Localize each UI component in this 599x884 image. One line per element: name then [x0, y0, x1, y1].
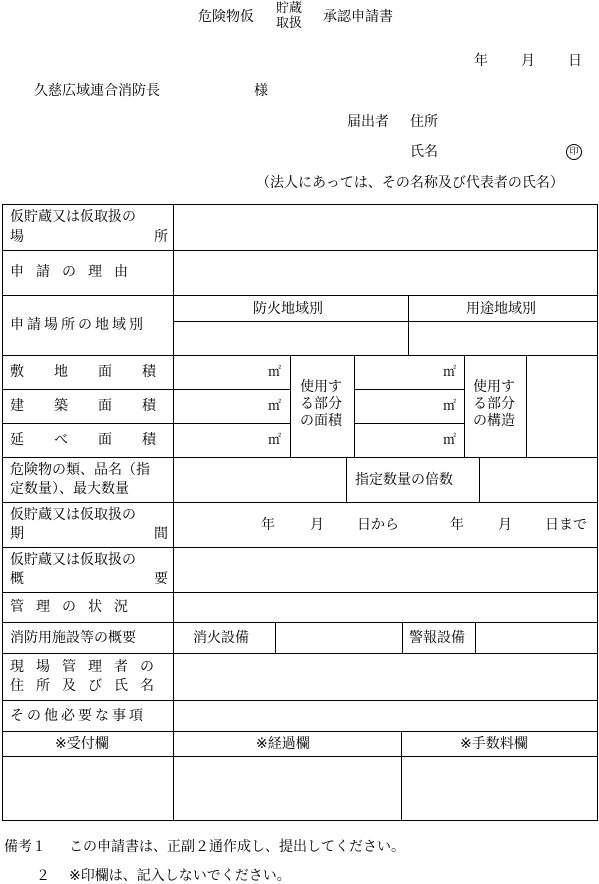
corporate-note: （法人にあっては、その名称及び代表者の氏名） — [256, 175, 564, 191]
manager-label-line1: 現場管理者の — [10, 659, 166, 675]
note2-prefix: ２ — [36, 868, 50, 884]
building-area-label: 建築面積 — [10, 398, 186, 414]
use-zone-label: 用途地域別 — [466, 301, 536, 317]
area-zone-label: 申請場所の地域別 — [10, 317, 146, 333]
fee-label: ※手数料欄 — [460, 736, 528, 752]
multiple-label: 指定数量の倍数 — [355, 472, 453, 488]
extinguish-label: 消火設備 — [193, 630, 249, 646]
period-year1: 年 — [261, 517, 275, 533]
used-structure-line3: の構造 — [473, 413, 515, 429]
summary-label-b: 要 — [154, 571, 168, 587]
note1-prefix: 備考１ — [4, 839, 46, 855]
address-label: 住所 — [410, 114, 438, 130]
title-prefix: 危険物仮 — [198, 9, 254, 25]
management-label: 管理の状況 — [10, 599, 140, 615]
honorific: 様 — [254, 83, 268, 99]
hazard-label-line2: 定数量）、最大数量 — [10, 481, 129, 497]
unit-m2-2: ㎡ — [268, 399, 282, 414]
used-structure-line1: 使用す — [473, 379, 515, 395]
place-label-a: 場 — [10, 229, 24, 245]
title-suffix: 承認申請書 — [323, 9, 393, 25]
seal-text: 印 — [569, 147, 579, 157]
hazard-label-line1: 危険物の類、品名（指 — [10, 462, 150, 478]
period-month1: 月 — [310, 517, 324, 533]
seal-mark — [566, 144, 582, 160]
date-month: 月 — [521, 53, 535, 69]
used-area-line2: る部分 — [300, 396, 342, 412]
floor-area-label: 延べ面積 — [10, 432, 186, 448]
place-label-b: 所 — [154, 229, 168, 245]
title-top: 貯蔵 — [276, 1, 303, 16]
date-day: 日 — [568, 53, 582, 69]
applicant-label: 届出者 — [347, 114, 389, 130]
unit-m2-5: ㎡ — [443, 399, 457, 414]
used-area-line3: の面積 — [300, 413, 342, 429]
period-year2: 年 — [450, 517, 464, 533]
period-from: 日から — [357, 517, 399, 533]
unit-m2-1: ㎡ — [268, 365, 282, 380]
period-to: 日まで — [545, 517, 587, 533]
unit-m2-4: ㎡ — [443, 365, 457, 380]
fire-zone-label: 防火地域別 — [253, 301, 323, 317]
alarm-label: 警報設備 — [409, 630, 465, 646]
period-label-a: 期 — [10, 526, 24, 542]
unit-m2-6: ㎡ — [443, 433, 457, 448]
unit-m2-3: ㎡ — [268, 433, 282, 448]
date-year: 年 — [474, 53, 488, 69]
manager-label-line2: 住所及び氏名 — [10, 678, 166, 694]
progress-label: ※経過欄 — [256, 736, 310, 752]
site-area-label: 敷地面積 — [10, 364, 186, 380]
used-area-line1: 使用す — [300, 379, 342, 395]
summary-label-a: 概 — [10, 571, 24, 587]
other-label: その他必要な事項 — [10, 708, 146, 724]
title-bottom: 取扱 — [276, 16, 303, 31]
period-month2: 月 — [498, 517, 512, 533]
place-label-line1: 仮貯蔵又は仮取扱の — [10, 209, 136, 225]
summary-label-line1: 仮貯蔵又は仮取扱の — [10, 552, 136, 568]
addressee: 久慈広域連合消防長 — [34, 83, 160, 99]
period-label-b: 間 — [154, 526, 168, 542]
facility-label: 消防用施設等の概要 — [10, 630, 136, 646]
reason-label: 申請の理由 — [10, 264, 140, 280]
reception-label: ※受付欄 — [55, 736, 109, 752]
note1-text: この申請書は、正副２通作成し、提出してください。 — [69, 839, 405, 855]
period-label-line1: 仮貯蔵又は仮取扱の — [10, 507, 136, 523]
note2-text: ※印欄は、記入しないでください。 — [69, 868, 291, 884]
name-label: 氏名 — [410, 144, 438, 160]
used-structure-line2: る部分 — [473, 396, 515, 412]
